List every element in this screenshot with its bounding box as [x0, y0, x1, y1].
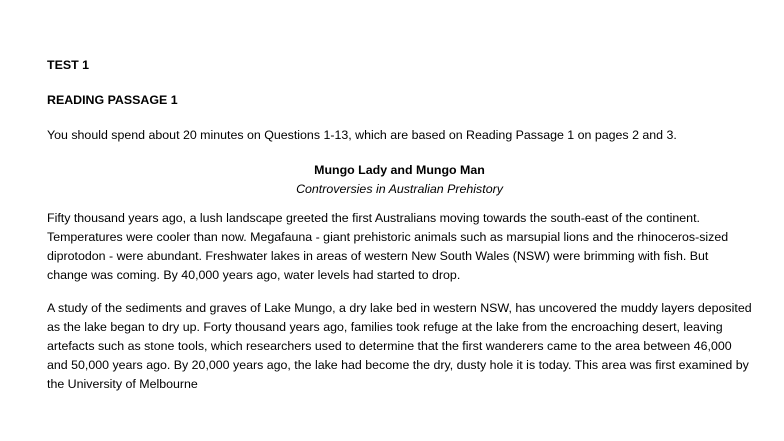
- paragraph-2: A study of the sediments and graves of Lake Mungo, a dry lake bed in western NSW, has uncovered the muddy layers deposited as the lake began to dry up. Forty thousand years ago, families took refuge at the lake from the encroaching desert, leaving artefacts such as stone tools, which researchers used to determine that the first wanderers came to the area between 46,000 and 50,000 years ago. By 20,000 years ago, the lake had become the dry, dusty hole it is today. This area was first examined by the University of Melbourne: [47, 301, 752, 391]
- document-page: [47, 56, 752, 408]
- section-label: READING PASSAGE 1: [47, 93, 178, 107]
- passage-subtitle: Controversies in Australian Prehistory: [296, 182, 503, 196]
- paragraph-1: Fifty thousand years ago, a lush landscape greeted the first Australians moving towards the south-east of the continent. Temperatures were cooler than now. Megafauna - giant prehistoric animals such as marsupial lions and the rhinoceros-sized diprotodon - were abundant. Freshwater lakes in areas of western New South Wales (NSW) were brimming with fish. But change was coming. By 40,000 years ago, water levels had started to drop.: [47, 211, 729, 282]
- passage-header: [47, 161, 752, 199]
- passage-title: Mungo Lady and Mungo Man: [314, 163, 485, 177]
- instructions: You should spend about 20 minutes on Questions 1-13, which are based on Reading Passage 1 on pages 2 and 3.: [47, 128, 677, 142]
- test-label: TEST 1: [47, 58, 89, 72]
